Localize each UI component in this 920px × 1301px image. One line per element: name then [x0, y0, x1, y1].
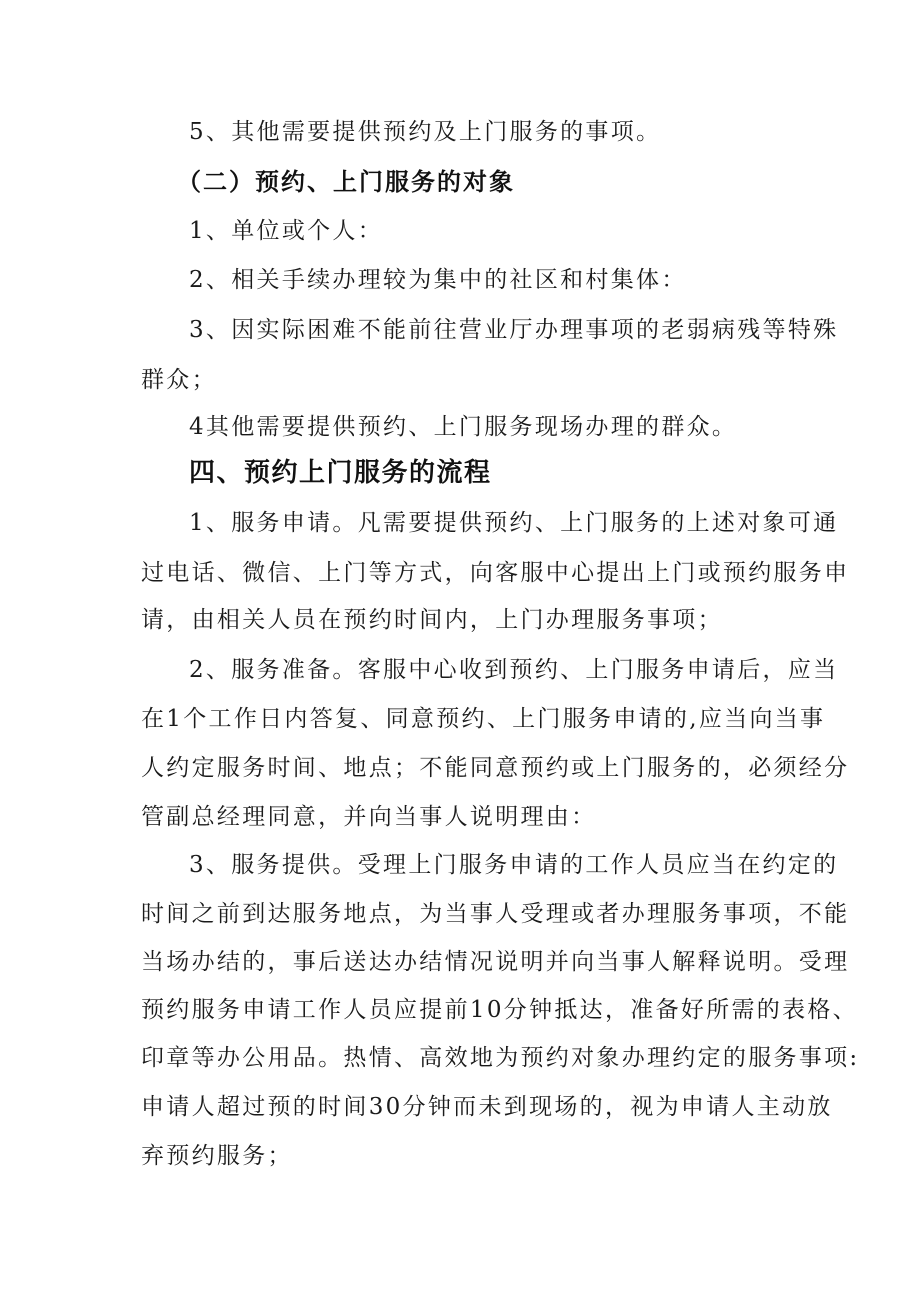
list-item-5: 5、其他需要提供预约及上门服务的事项。: [189, 119, 662, 145]
process-step-2-line-4: 管副总经理同意，并向当事人说明理由：: [141, 804, 597, 830]
process-step-3-line-2: 时间之前到达服务地点，为当事人受理或者办理服务事项，不能: [141, 901, 850, 927]
process-step-2: 2、服务准备。客服中心收到预约、上门服务申请后，应当: [189, 657, 839, 683]
section-heading-process: 四、预约上门服务的流程: [189, 458, 492, 488]
target-item-3: 3、因实际困难不能前往营业厅办理事项的老弱病残等特殊: [189, 317, 839, 343]
target-item-2: 2、相关手续办理较为集中的社区和村集体：: [189, 267, 687, 293]
process-step-3-line-6: 申请人超过预的时间30分钟而未到现场的，视为申请人主动放: [141, 1094, 833, 1120]
process-step-3: 3、服务提供。受理上门服务申请的工作人员应当在约定的: [189, 852, 839, 878]
process-step-1-line-3: 请，由相关人员在预约时间内，上门办理服务事项；: [141, 607, 723, 633]
target-item-4: 4其他需要提供预约、上门服务现场办理的群众。: [189, 414, 738, 440]
process-step-3-line-7: 弃预约服务；: [141, 1143, 293, 1169]
process-step-2-line-2: 在1个工作日内答复、同意预约、上门服务申请的,应当向当事: [141, 706, 826, 732]
process-step-1-line-2: 过电话、微信、上门等方式，向客服中心提出上门或预约服务申: [141, 560, 850, 586]
process-step-2-line-3: 人约定服务时间、地点；不能同意预约或上门服务的，必须经分: [141, 755, 850, 781]
section-heading-targets: （二）预约、上门服务的对象: [177, 168, 515, 196]
target-item-3-continued: 群众；: [141, 367, 217, 393]
process-step-3-line-4: 预约服务申请工作人员应提前10分钟抵达，准备好所需的表格、: [141, 997, 858, 1023]
target-item-1: 1、单位或个人：: [189, 218, 384, 244]
process-step-3-line-5: 印章等办公用品。热情、高效地为预约对象办理约定的服务事项:: [141, 1045, 860, 1071]
process-step-1: 1、服务申请。凡需要提供预约、上门服务的上述对象可通: [189, 510, 839, 536]
process-step-3-line-3: 当场办结的，事后送达办结情况说明并向当事人解释说明。受理: [141, 949, 850, 975]
